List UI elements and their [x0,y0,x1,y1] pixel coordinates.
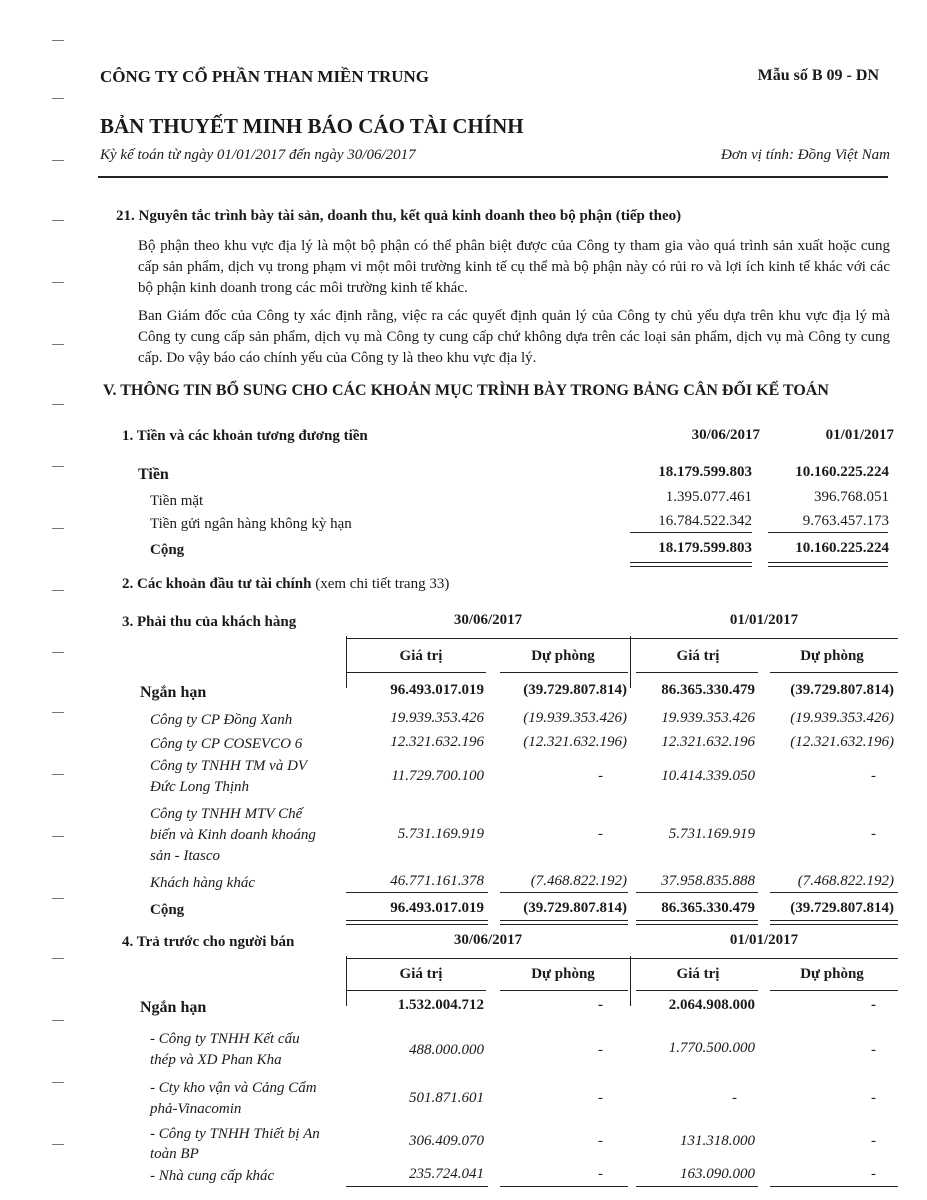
item-3-total-provision: (39.729.807.814) [790,900,894,916]
item-1-row-value-2: 9.763.457.173 [802,513,889,529]
item-3-provision: (12.321.632.196) [790,734,894,750]
item-4-value: - [732,1090,737,1106]
item-3-value: 37.958.835.888 [661,873,755,889]
item-4-provision: - [598,1090,603,1106]
accounting-period: Kỳ kế toán từ ngày 01/01/2017 đến ngày 30/06/2017 [100,147,416,163]
section-v-heading: V. THÔNG TIN BỔ SUNG CHO CÁC KHOẢN MỤC TRÌNH BÀY TRONG BẢNG CÂN ĐỐI KẾ TOÁN [103,382,829,399]
item-4-subtotal-line [346,1186,488,1187]
item-3-sub-underline [770,672,898,673]
item-3-value: 5.731.169.919 [397,826,484,842]
item-1-row-value-1: 18.179.599.803 [658,464,752,480]
item-3-provision: (19.939.353.426) [523,710,627,726]
item-4-value: 163.090.000 [680,1166,755,1182]
item-1-col-date-2: 01/01/2017 [825,427,894,443]
item-3-total-provision: (39.729.807.814) [523,900,627,916]
item-3-date-1: 30/06/2017 [453,612,523,628]
item-1-total-label: Cộng [150,542,185,558]
item-4-row-label-line-1: - Công ty TNHH Kết cấu [150,1031,300,1047]
item-3-value: 96.493.017.019 [390,682,484,698]
item-1-row-label: Tiền gửi ngân hàng không kỳ hạn [150,516,352,532]
item-1-total-value-2: 10.160.225.224 [795,540,889,556]
item-1-row-value-2: 10.160.225.224 [795,464,889,480]
item-3-subtotal-line [770,892,898,893]
item-4-row-label-line-1: - Công ty TNHH Thiết bị An [150,1126,320,1142]
item-3-provision: (39.729.807.814) [790,682,894,698]
item-4-value: 1.532.004.712 [397,997,484,1013]
item-3-short-term-label: Ngắn hạn [140,684,207,701]
item-4-subtotal-line [770,1186,898,1187]
item-3-sub-underline [346,672,486,673]
item-3-row-label-line-2: biến và Kinh doanh khoáng [150,827,316,843]
item-4-sub-underline [346,990,486,991]
item-1-subtotal-line-1 [630,532,752,533]
item-3-row-label: Khách hàng khác [150,875,255,891]
item-1-total-value-1: 18.179.599.803 [658,540,752,556]
item-4-subtotal-line [636,1186,758,1187]
item-1-row-value-2: 396.768.051 [814,489,889,505]
item-3-total-double-line [770,920,898,925]
company-name: CÔNG TY CỔ PHẦN THAN MIỀN TRUNG [100,67,430,86]
item-3-row-label: Công ty CP COSEVCO 6 [150,736,303,752]
item-3-total-label: Cộng [150,902,185,918]
item-4-provision: - [871,1042,876,1058]
item-3-value: 12.321.632.196 [390,734,484,750]
item-3-total-value: 86.365.330.479 [661,900,755,916]
item-4-sub-underline [636,990,758,991]
item-3-provision: (12.321.632.196) [523,734,627,750]
item-3-heading: 3. Phải thu của khách hàng [122,614,297,630]
item-4-provision: - [598,1042,603,1058]
item-3-subtotal-line [500,892,628,893]
item-3-value: 12.321.632.196 [661,734,755,750]
item-3-provision: - [871,826,876,842]
item-4-value: 2.064.908.000 [668,997,755,1013]
item-3-value: 11.729.700.100 [391,768,484,784]
page-title: BẢN THUYẾT MINH BÁO CÁO TÀI CHÍNH [100,114,524,138]
item-4-row-label-line-2: toàn BP [150,1146,199,1162]
form-code: Mẫu số B 09 - DN [757,67,879,84]
item-4-row-label-line-2: phả-Vinacomin [150,1101,242,1117]
item-4-sub-value-2: Giá trị [676,966,720,982]
item-4-provision: - [598,1166,603,1182]
item-4-date-2: 01/01/2017 [729,932,799,948]
item-4-header-line [346,958,898,959]
item-3-subtotal-line [636,892,758,893]
item-3-header-line [346,638,898,639]
item-4-sub-value-1: Giá trị [399,966,443,982]
section-21-paragraph-2: Ban Giám đốc của Công ty xác định rằng, việc ra các quyết định quản lý của Công ty chủ yếu dựa trên khu vực địa lý mà Công ty cung cấp sản phẩm, dịch vụ mà Công ty cung cấp chứ không dựa trên các loại sản phẩm, dịch vụ mà Công ty cung cấp. Do vậy báo cáo chính yếu của Công ty là theo khu vực địa lý. [138,308,890,366]
item-4-provision: - [598,1133,603,1149]
item-1-subtotal-line-2 [768,532,888,533]
item-3-sub-value-2: Giá trị [676,648,720,664]
section-21-paragraph-1: Bộ phận theo khu vực địa lý là một bộ phận có thể phân biệt được của Công ty tham gia vào quá trình sản xuất hoặc cung cấp sản phẩm, dịch vụ trong phạm vi một môi trường kinh tế cụ thể mà bộ phận này có rủi ro và lợi ích kinh tế khác với các bộ phận kinh doanh trong các môi trường kinh tế khác. [138,238,890,296]
item-3-date-2: 01/01/2017 [729,612,799,628]
item-3-sub-underline [500,672,628,673]
item-1-col-date-1: 30/06/2017 [691,427,760,443]
item-3-value: 86.365.330.479 [661,682,755,698]
item-1-total-double-line-1 [630,562,752,567]
item-4-row-label-line-2: thép và XD Phan Kha [150,1052,282,1068]
item-3-row-label-line-1: Công ty TNHH MTV Chế [150,806,303,822]
item-4-value: 306.409.070 [409,1133,484,1149]
item-3-provision: (7.468.822.192) [797,873,894,889]
item-3-row-label: Công ty CP Đồng Xanh [150,712,293,728]
item-3-subtotal-line [346,892,488,893]
item-4-provision: - [871,1090,876,1106]
item-3-sub-provision-2: Dự phòng [800,648,864,664]
item-4-provision: - [871,997,876,1013]
item-3-value: 19.939.353.426 [390,710,484,726]
item-4-heading: 4. Trả trước cho người bán [122,934,295,950]
header-divider [98,176,888,178]
item-4-value: 1.770.500.000 [668,1040,755,1056]
item-2-heading-title: 2. Các khoản đầu tư tài chính [122,576,312,592]
item-4-value: 501.871.601 [409,1090,484,1106]
item-3-total-double-line [636,920,758,925]
item-3-value: 46.771.161.378 [390,873,484,889]
item-4-row-label: - Nhà cung cấp khác [150,1168,275,1184]
item-4-provision: - [871,1133,876,1149]
item-4-sub-provision-2: Dự phòng [800,966,864,982]
item-4-date-1: 30/06/2017 [453,932,523,948]
item-1-row-value-1: 16.784.522.342 [658,513,752,529]
item-3-total-value: 96.493.017.019 [390,900,484,916]
item-3-row-label-line-3: sản - Itasco [150,848,220,864]
item-3-provision: (19.939.353.426) [790,710,894,726]
item-4-short-term-label: Ngắn hạn [140,999,207,1016]
item-3-total-double-line [500,920,628,925]
item-3-provision: (7.468.822.192) [530,873,627,889]
item-4-sub-underline [500,990,628,991]
item-1-row-label: Tiền mặt [150,493,204,509]
item-4-provision: - [598,997,603,1013]
item-3-row-label-line-2: Đức Long Thịnh [150,779,250,795]
item-1-total-double-line-2 [768,562,888,567]
item-1-row-value-1: 1.395.077.461 [665,489,752,505]
item-4-row-label-line-1: - Cty kho vận và Cảng Cẩm [150,1080,317,1096]
item-3-sub-value-1: Giá trị [399,648,443,664]
item-4-value: 131.318.000 [680,1133,755,1149]
item-4-sub-underline [770,990,898,991]
item-3-provision: (39.729.807.814) [523,682,627,698]
item-2-heading [122,576,449,593]
item-4-provision: - [871,1166,876,1182]
item-3-total-double-line [346,920,488,925]
section-21-heading: 21. Nguyên tắc trình bày tài sản, doanh thu, kết quả kinh doanh theo bộ phận (tiếp theo) [116,208,682,224]
item-3-provision: - [598,768,603,784]
item-4-value: 488.000.000 [409,1042,484,1058]
item-1-row-label: Tiền [138,466,169,483]
item-3-provision: - [598,826,603,842]
item-3-value: 5.731.169.919 [668,826,755,842]
item-3-row-label-line-1: Công ty TNHH TM và DV [150,758,308,774]
item-4-value: 235.724.041 [409,1166,484,1182]
item-1-heading: 1. Tiền và các khoản tương đương tiền [122,428,368,444]
item-3-sub-provision-1: Dự phòng [531,648,595,664]
item-4-subtotal-line [500,1186,628,1187]
item-3-value: 19.939.353.426 [661,710,755,726]
item-3-provision: - [871,768,876,784]
currency-unit: Đơn vị tính: Đồng Việt Nam [721,147,890,163]
item-4-sub-provision-1: Dự phòng [531,966,595,982]
item-2-heading-note: (xem chi tiết trang 33) [311,576,450,592]
item-3-value: 10.414.339.050 [661,768,755,784]
item-3-sub-underline [636,672,758,673]
